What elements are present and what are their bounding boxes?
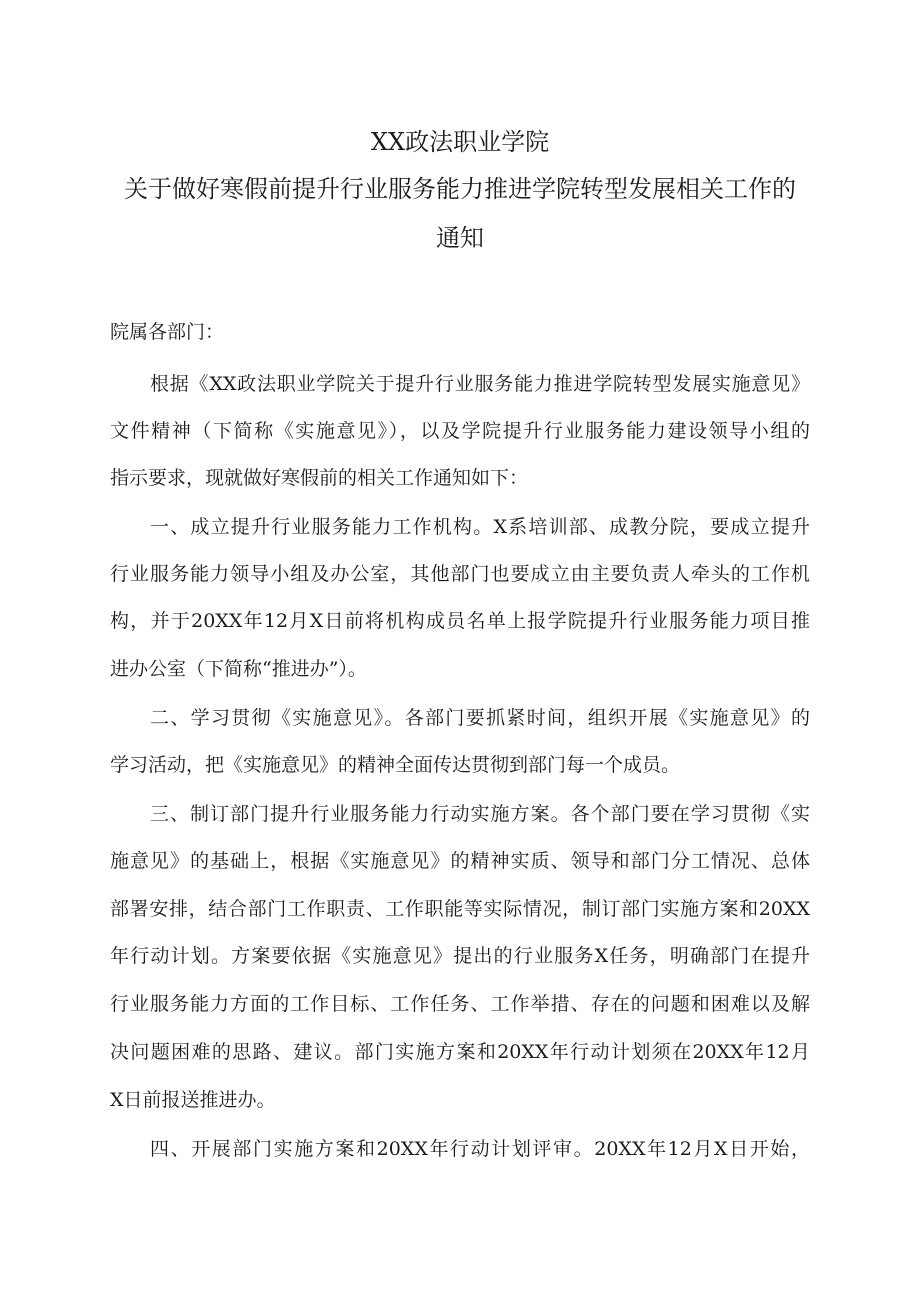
paragraph-line: 三、制订部门提升行业服务能力行动实施方案。各个部门要在学习贯彻《实 (150, 803, 810, 825)
paragraph-line: 决问题困难的思路、建议。部门实施方案和20XX年行动计划须在20XX年12月 (110, 1041, 810, 1063)
paragraph-line: 根据《XX政法职业学院关于提升行业服务能力推进学院转型发展实施意见》 (150, 373, 810, 395)
paragraph-line: 二、学习贯彻《实施意见》。各部门要抓紧时间，组织开展《实施意见》的 (150, 707, 810, 729)
document-title-line-3: 通知 (436, 224, 484, 252)
paragraph-line: 施意见》的基础上，根据《实施意见》的精神实质、领导和部门分工情况、总体 (110, 850, 810, 872)
paragraph-line: 构，并于20XX年12月X日前将机构成员名单上报学院提升行业服务能力项目推 (110, 610, 810, 632)
paragraph-line: 指示要求，现就做好寒假前的相关工作通知如下： (110, 467, 529, 489)
paragraph-line: 行业服务能力领导小组及办公室，其他部门也要成立由主要负责人牵头的工作机 (110, 563, 810, 585)
document-title-line-2: 关于做好寒假前提升行业服务能力推进学院转型发展相关工作的 (124, 175, 796, 203)
paragraph-line: 行业服务能力方面的工作目标、工作任务、工作举措、存在的问题和困难以及解 (110, 993, 810, 1015)
paragraph-line: 文件精神（下简称《实施意见》），以及学院提升行业服务能力建设领导小组的 (110, 420, 810, 442)
paragraph-line: X日前报送推进办。 (110, 1089, 276, 1111)
paragraph-line: 学习活动，把《实施意见》的精神全面传达贯彻到部门每一个成员。 (110, 754, 681, 776)
paragraph-line: 四、开展部门实施方案和20XX年行动计划评审。20XX年12月X日开始， (150, 1138, 810, 1160)
document-title-line-1: XX政法职业学院 (370, 128, 550, 156)
paragraph-line: 年行动计划。方案要依据《实施意见》提出的行业服务X任务，明确部门在提升 (110, 945, 810, 967)
salutation: 院属各部门： (110, 321, 225, 343)
paragraph-line: 部署安排，结合部门工作职责、工作职能等实际情况，制订部门实施方案和20XX (110, 898, 810, 920)
paragraph-line: 一、成立提升行业服务能力工作机构。X系培训部、成教分院，要成立提升 (150, 516, 810, 538)
paragraph-line: 进办公室（下简称“推进办”）。 (110, 658, 367, 680)
